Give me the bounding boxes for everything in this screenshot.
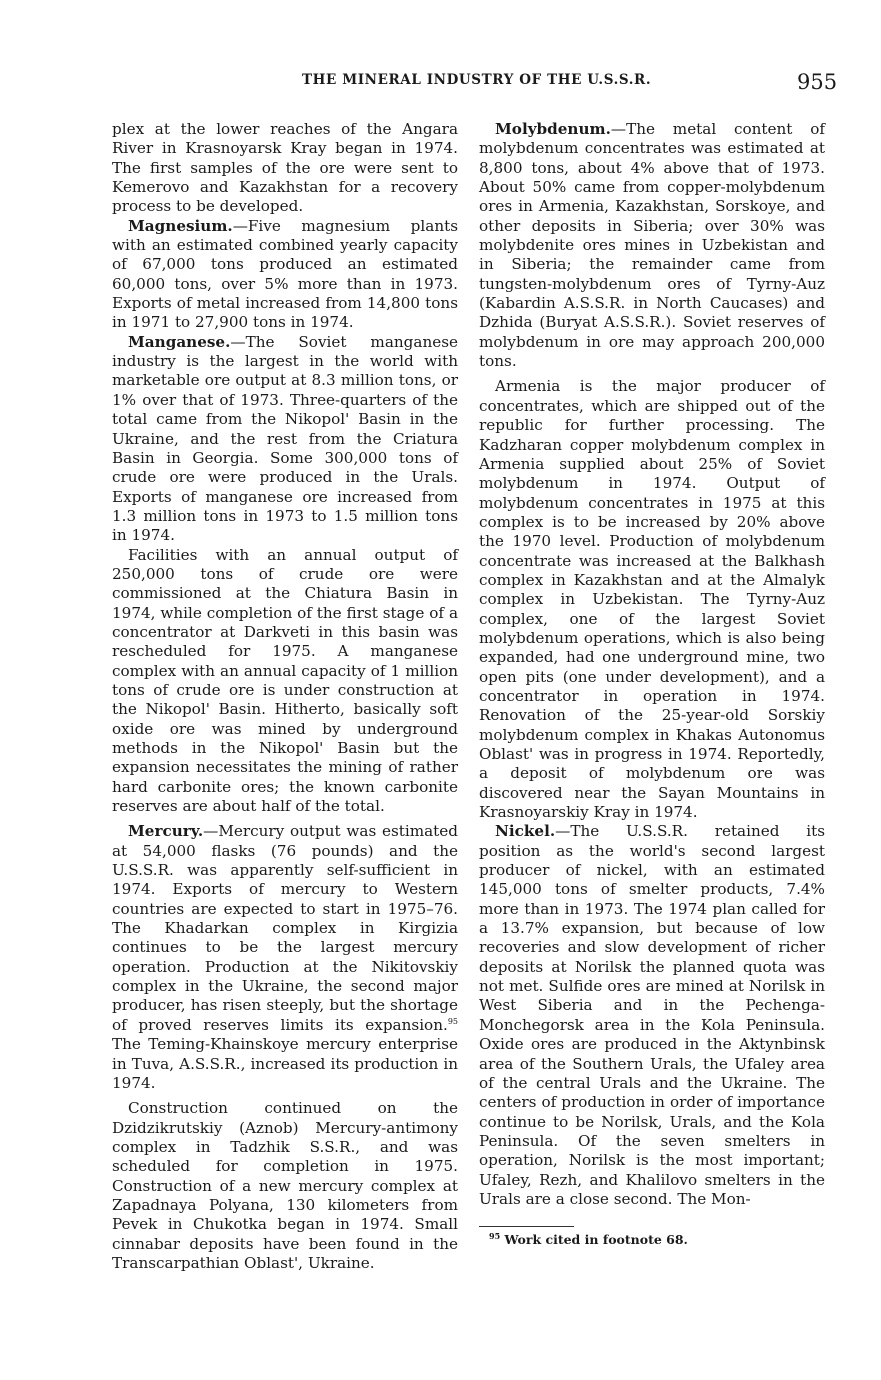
footnote-text: Work cited in footnote 68.: [504, 1232, 688, 1247]
magnesium-text: —Five magnesium plants with an estimated combined yearly capacity of 67,000 tons produced an estimated 60,000 tons, over 5% more than in 1973. Exports of metal increased from 14,800 tons in 1971 to 27,900 tons in 1974.: [112, 216, 458, 332]
heading-molybdenum: Molybdenum.: [495, 120, 611, 138]
paragraph-angara: plex at the lower reaches of the Angara River in Krasnoyarsk Kray began in 1974. The first samples of the ore were sent to Kemerovo and Kazakhstan for a recovery process to be developed.: [112, 120, 458, 216]
paragraph-construction: Construction continued on the Dzidzikrutskiy (Aznob) Mercury-antimony complex in Tadzhik S.S.R., and was scheduled for completion in 1975. Construction of a new mercury complex at Zapadnaya Polyana, 130 kilometers from Pevek in Chukotka began in 1974. Small cinnabar deposits have been found in the Transcarpathian Oblast', Ukraine.: [112, 1099, 458, 1272]
left-column: [112, 120, 458, 1273]
heading-mercury: Mercury.: [128, 822, 204, 841]
heading-manganese: Manganese.: [128, 332, 231, 351]
nickel-text: —The U.S.S.R. retained its position as the world's second largest producer of nickel, with an estimated 145,000 tons of smelter products, 7.4% more than in 1973. The 1974 plan called for a 13.7% expansion, but because of low recoveries and slow development of richer deposits at Norilsk the planned quota was not met. Sulfide ores are mined at Norilsk in West Siberia and in the Pechenga-Monchegorsk area in the Kola Peninsula. Oxide ores are produced in the Aktynbinsk area of the Southern Urals, the Ufaley area of the central Urals and the Ukraine. The centers of production in order of importance continue to be Norilsk, Urals, and the Kola Peninsula. Of the seven smelters in operation, Norilsk is the most important; Ufaley, Rezh, and Khalilovo smelters in the Urals are a close second. The Mon-: [479, 822, 825, 1208]
paragraph-molybdenum: [479, 120, 825, 371]
right-column: [479, 120, 825, 1209]
paragraph-armenia: Armenia is the major producer of concentrates, which are shipped out of the republic for further processing. The Kadzharan copper molybdenum complex in Armenia supplied about 25% of Soviet molybdenum in 1974. Output of molybdenum concentrates in 1975 at this complex is to be increased by 20% above the 1970 level. Production of molybdenum concentrate was increased at the Balkhash complex in Kazakhstan and at the Almalyk complex in Uzbekistan. The Tyrny-Auz complex, one of the largest Soviet molybdenum operations, which is also being expanded, had one underground mine, two open pits (one under development), and a concentrator in operation in 1974. Renovation of the 25-year-old Sorskiy molybdenum complex in Khakas Autonomus Oblast' was in progress in 1974. Reportedly, a deposit of molybdenum ore was discovered near the Sayan Mountains in Krasnoyarskiy Kray in 1974.: [479, 377, 825, 822]
paragraph-magnesium: [112, 217, 458, 333]
paragraph-manganese: [112, 333, 458, 546]
paragraph-nickel: [479, 822, 825, 1209]
page-number: 955: [797, 70, 838, 94]
footnote-mark: 95: [489, 1231, 501, 1241]
paragraph-mercury: [112, 822, 458, 1093]
molybdenum-text: —The metal content of molybdenum concentrates was estimated at 8,800 tons, about 4% above that of 1973. About 50% came from copper-molybdenum ores in Armenia, Kazakhstan, Sorskoye, and other deposits in Siberia; over 30% was molybdenite ores mines in Uzbekistan and in Siberia; the remainder came from tungsten-molybdenum ores of Tyrny-Auz (Kabardin A.S.S.R. in North Caucases) and Dzhida (Buryat A.S.S.R.). Soviet reserves of molybdenum in ore may approach 200,000 tons.: [479, 120, 825, 371]
running-title: THE MINERAL INDUSTRY OF THE U.S.S.R.: [302, 72, 652, 88]
heading-magnesium: Magnesium.: [128, 216, 233, 235]
manganese-text: —The Soviet manganese industry is the largest in the world with marketable ore output at 8.3 million tons, or 1% over that of 1973. Three-quarters of the total came from the Nikopol' Basin in the Ukraine, and the rest from the Criatura Basin in Georgia. Some 300,000 tons of crude ore were produced in the Urals. Exports of manganese ore increased from 1.3 million tons in 1973 to 1.5 million tons in 1974.: [112, 332, 458, 545]
paragraph-facilities: Facilities with an annual output of 250,000 tons of crude ore were commissioned at the Chiatura Basin in 1974, while completion of the first stage of a concentrator at Darkveti in this basin was rescheduled for 1975. A manganese complex with an annual capacity of 1 million tons of crude ore is under construction at the Nikopol' Basin. Hitherto, basically soft oxide ore was mined by underground methods in the Nikopol' Basin but the expansion necessitates the mining of rather hard carbonite ores; the known carbonite reserves are about half of the total.: [112, 545, 458, 816]
footnote-reference: 95: [447, 1016, 458, 1026]
mercury-text-a: —Mercury output was estimated at 54,000 flasks (76 pounds) and the U.S.S.R. was apparently self-sufficient in 1974. Exports of mercury to Western countries are expected to start in 1975–76. The Khadarkan complex in Kirgizia continues to be the largest mercury operation. Production at the Nikitovskiy complex in the Ukraine, the second major producer, has risen steeply, but the shortage of proved reserves limits its expansion.: [112, 822, 458, 1034]
heading-nickel: Nickel.: [495, 822, 556, 841]
footnote-divider: [479, 1226, 574, 1227]
footnote: [489, 1232, 688, 1247]
mercury-text-b: The Teming-Khainskoye mercury enterprise in Tuva, A.S.S.R., increased its production in 1974.: [112, 1035, 458, 1092]
